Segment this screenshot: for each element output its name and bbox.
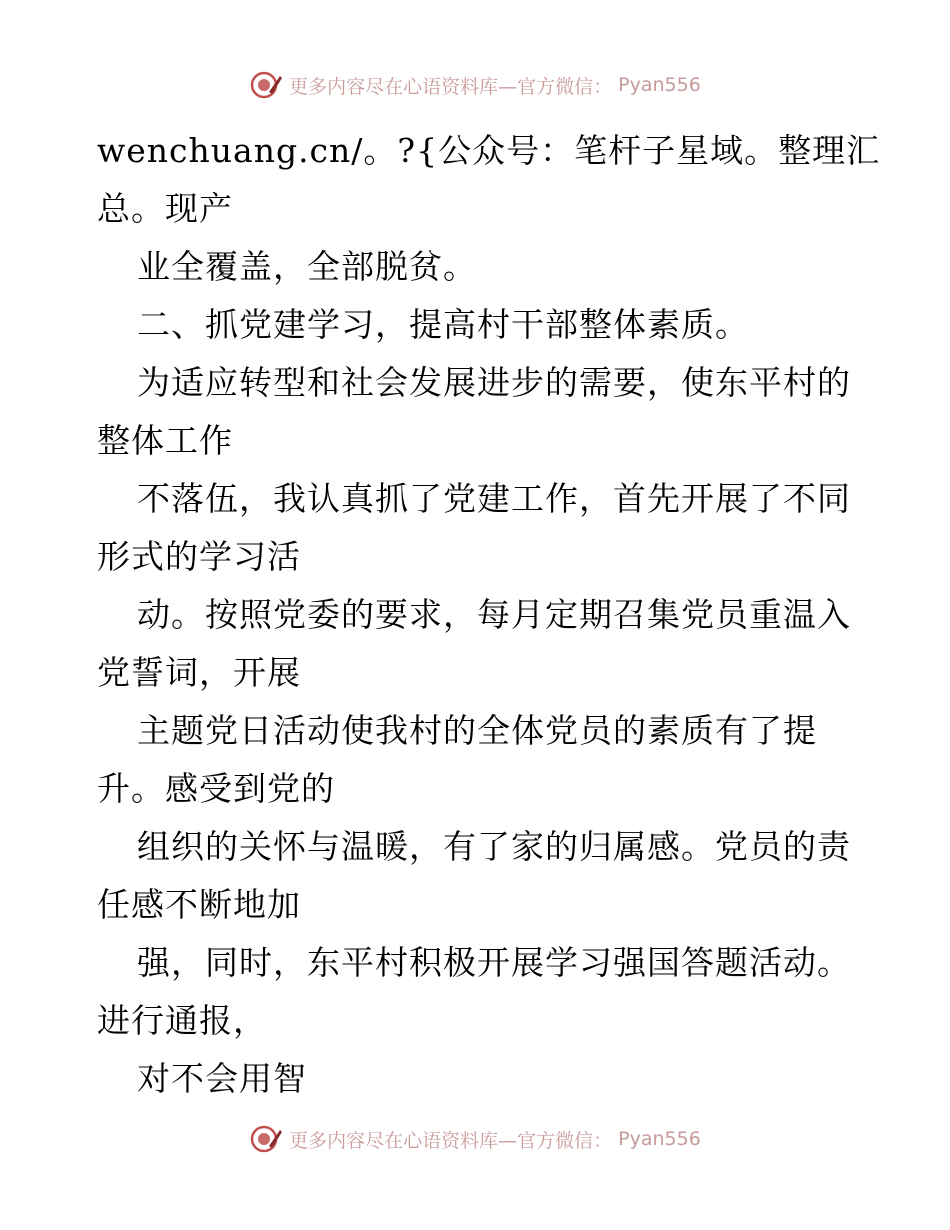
watermark-text: 更多内容尽在心语资料库—官方微信： <box>289 75 613 98</box>
text-line: 总。现产 <box>97 189 233 228</box>
document-body <box>97 122 881 1108</box>
text-line: 党誓词，开展 <box>97 653 301 692</box>
text-line: 形式的学习活 <box>97 537 301 576</box>
text-line: 业全覆盖，全部脱贫。 <box>137 247 477 286</box>
footer-watermark <box>0 1124 950 1154</box>
pen-logo-icon <box>249 70 283 100</box>
text-line: 进行通报， <box>97 1001 267 1040</box>
text-line: 动。按照党委的要求，每月定期召集党员重温入 <box>137 595 851 634</box>
watermark-wechat-id: Pyan556 <box>618 1128 701 1150</box>
text-line: wenchuang.cn/。?{公众号：笔杆子星域。整理汇 <box>97 131 881 170</box>
watermark-text: 更多内容尽在心语资料库—官方微信： <box>289 1129 613 1152</box>
text-line: 任感不断地加 <box>97 885 301 924</box>
text-line: 强，同时，东平村积极开展学习强国答题活动。 <box>137 943 851 982</box>
text-line: 主题党日活动使我村的全体党员的素质有了提 <box>137 711 817 750</box>
text-line: 为适应转型和社会发展进步的需要，使东平村的 <box>137 363 851 402</box>
section-heading: 二、抓党建学习，提高村干部整体素质。 <box>137 305 749 344</box>
text-line: 组织的关怀与温暖，有了家的归属感。党员的责 <box>137 827 851 866</box>
text-line: 整体工作 <box>97 421 233 460</box>
watermark-wechat-id: Pyan556 <box>618 74 701 96</box>
text-line: 不落伍，我认真抓了党建工作，首先开展了不同 <box>137 479 851 518</box>
text-line: 对不会用智 <box>137 1059 307 1098</box>
header-watermark <box>0 70 950 100</box>
pen-logo-icon <box>249 1124 283 1154</box>
text-line: 升。感受到党的 <box>97 769 335 808</box>
